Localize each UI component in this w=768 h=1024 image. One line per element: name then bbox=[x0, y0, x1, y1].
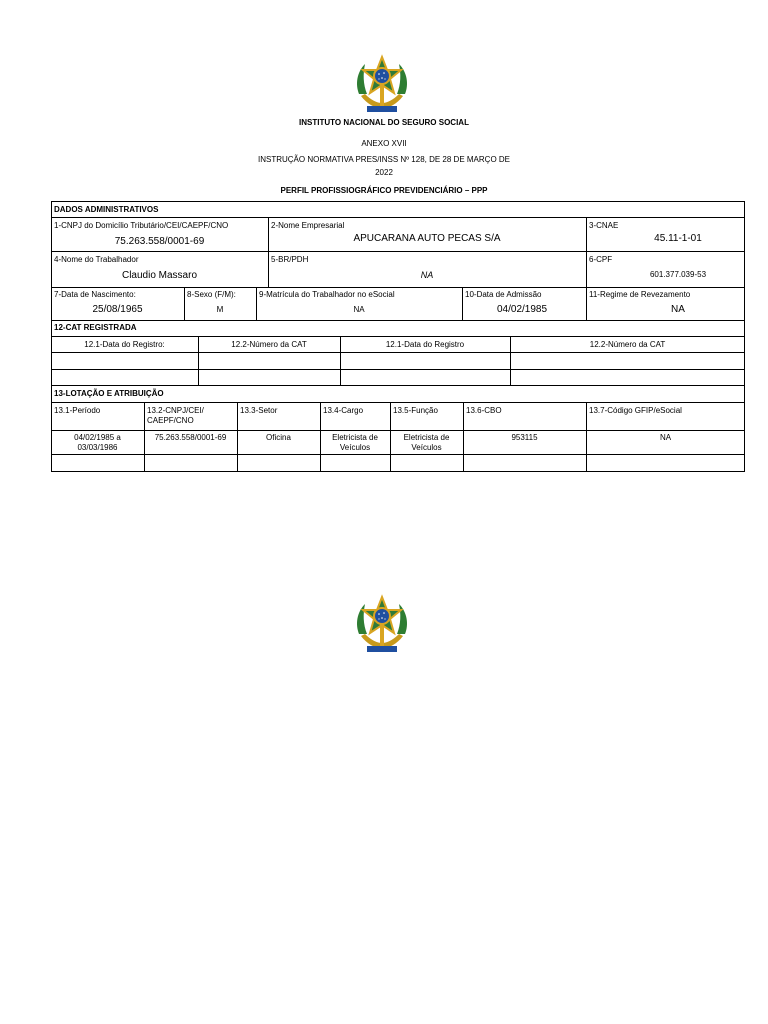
cbo-value: 953115 bbox=[511, 433, 538, 442]
brazil-coat-of-arms-icon bbox=[353, 594, 411, 658]
cat-section-title: 12-CAT REGISTRADA bbox=[54, 323, 137, 332]
institute-name: INSTITUTO NACIONAL DO SEGURO SOCIAL bbox=[299, 118, 469, 127]
cpf-label: 6-CPF bbox=[589, 255, 613, 264]
cbo-header: 13.6-CBO bbox=[466, 406, 502, 415]
form-title: PERFIL PROFISSIOGRÁFICO PREVIDENCIÁRIO – PPP bbox=[280, 186, 488, 195]
admission-date-value: 04/02/1985 bbox=[497, 304, 548, 315]
birth-date-label: 7-Data de Nascimento: bbox=[54, 290, 136, 299]
cat-header-date-2: 12.1-Data do Registro bbox=[385, 340, 465, 349]
brpdh-label: 5-BR/PDH bbox=[271, 255, 309, 264]
cnpj-header-line-1: 13.2-CNPJ/CEI/ bbox=[147, 406, 204, 415]
cargo-value-line-2: Veículos bbox=[339, 443, 371, 452]
shift-regime-value: NA bbox=[671, 304, 685, 315]
setor-header: 13.3-Setor bbox=[240, 406, 278, 415]
shift-regime-label: 11-Regime de Revezamento bbox=[589, 290, 691, 299]
periodo-value-line-1: 04/02/1985 a bbox=[74, 433, 121, 442]
cnae-label: 3-CNAE bbox=[589, 221, 619, 230]
ppp-form-table bbox=[51, 201, 745, 472]
cat-header-number-1: 12.2-Número da CAT bbox=[231, 340, 307, 349]
sex-value: M bbox=[216, 305, 224, 314]
periodo-value-line-2: 03/03/1986 bbox=[77, 443, 118, 452]
worker-name-value: Claudio Massaro bbox=[121, 270, 198, 281]
funcao-value-line-1: Eletricista de bbox=[403, 433, 450, 442]
funcao-header: 13.5-Função bbox=[393, 406, 438, 415]
esocial-value: NA bbox=[353, 305, 365, 314]
cnpj-value-row: 75.263.558/0001-69 bbox=[154, 433, 227, 442]
cpf-value: 601.377.039-53 bbox=[649, 270, 707, 279]
cnpj-value: 75.263.558/0001-69 bbox=[114, 236, 205, 247]
company-value: APUCARANA AUTO PECAS S/A bbox=[353, 233, 501, 244]
cnpj-label: 1-CNPJ do Domicílio Tributário/CEI/CAEPF/CNO bbox=[54, 221, 229, 230]
lotacao-section-title: 13-LOTAÇÃO E ATRIBUIÇÃO bbox=[54, 389, 164, 398]
funcao-value-line-2: Veículos bbox=[411, 443, 442, 452]
birth-date-value: 25/08/1965 bbox=[92, 304, 143, 315]
gfip-header: 13.7-Código GFIP/eSocial bbox=[589, 406, 682, 415]
worker-name-label: 4-Nome do Trabalhador bbox=[54, 255, 139, 264]
sex-label: 8-Sexo (F/M): bbox=[187, 290, 236, 299]
brazil-coat-of-arms-icon bbox=[353, 54, 411, 118]
cnae-value: 45.11-1-01 bbox=[654, 233, 702, 244]
esocial-label: 9-Matrícula do Trabalhador no eSocial bbox=[259, 290, 395, 299]
cnpj-header-line-2: CAEPF/CNO bbox=[147, 416, 194, 425]
gfip-value: NA bbox=[659, 433, 672, 442]
cargo-header: 13.4-Cargo bbox=[323, 406, 364, 415]
company-label: 2-Nome Empresarial bbox=[271, 221, 345, 230]
admin-section-title: DADOS ADMINISTRATIVOS bbox=[54, 205, 159, 214]
admission-date-label: 10-Data de Admissão bbox=[465, 290, 542, 299]
cat-header-date-1: 12.1-Data do Registro: bbox=[84, 340, 165, 349]
cargo-value-line-1: Eletricista de bbox=[332, 433, 378, 442]
instruction-line-2: 2022 bbox=[375, 168, 393, 177]
brpdh-value: NA bbox=[420, 270, 434, 280]
cat-header-number-2: 12.2-Número da CAT bbox=[589, 340, 666, 349]
instruction-line-1: INSTRUÇÃO NORMATIVA PRES/INSS Nº 128, DE 28 DE MARÇO DE bbox=[257, 155, 510, 164]
setor-value: Oficina bbox=[266, 433, 291, 442]
annex-label: ANEXO XVII bbox=[361, 139, 407, 148]
periodo-header: 13.1-Período bbox=[54, 406, 101, 415]
